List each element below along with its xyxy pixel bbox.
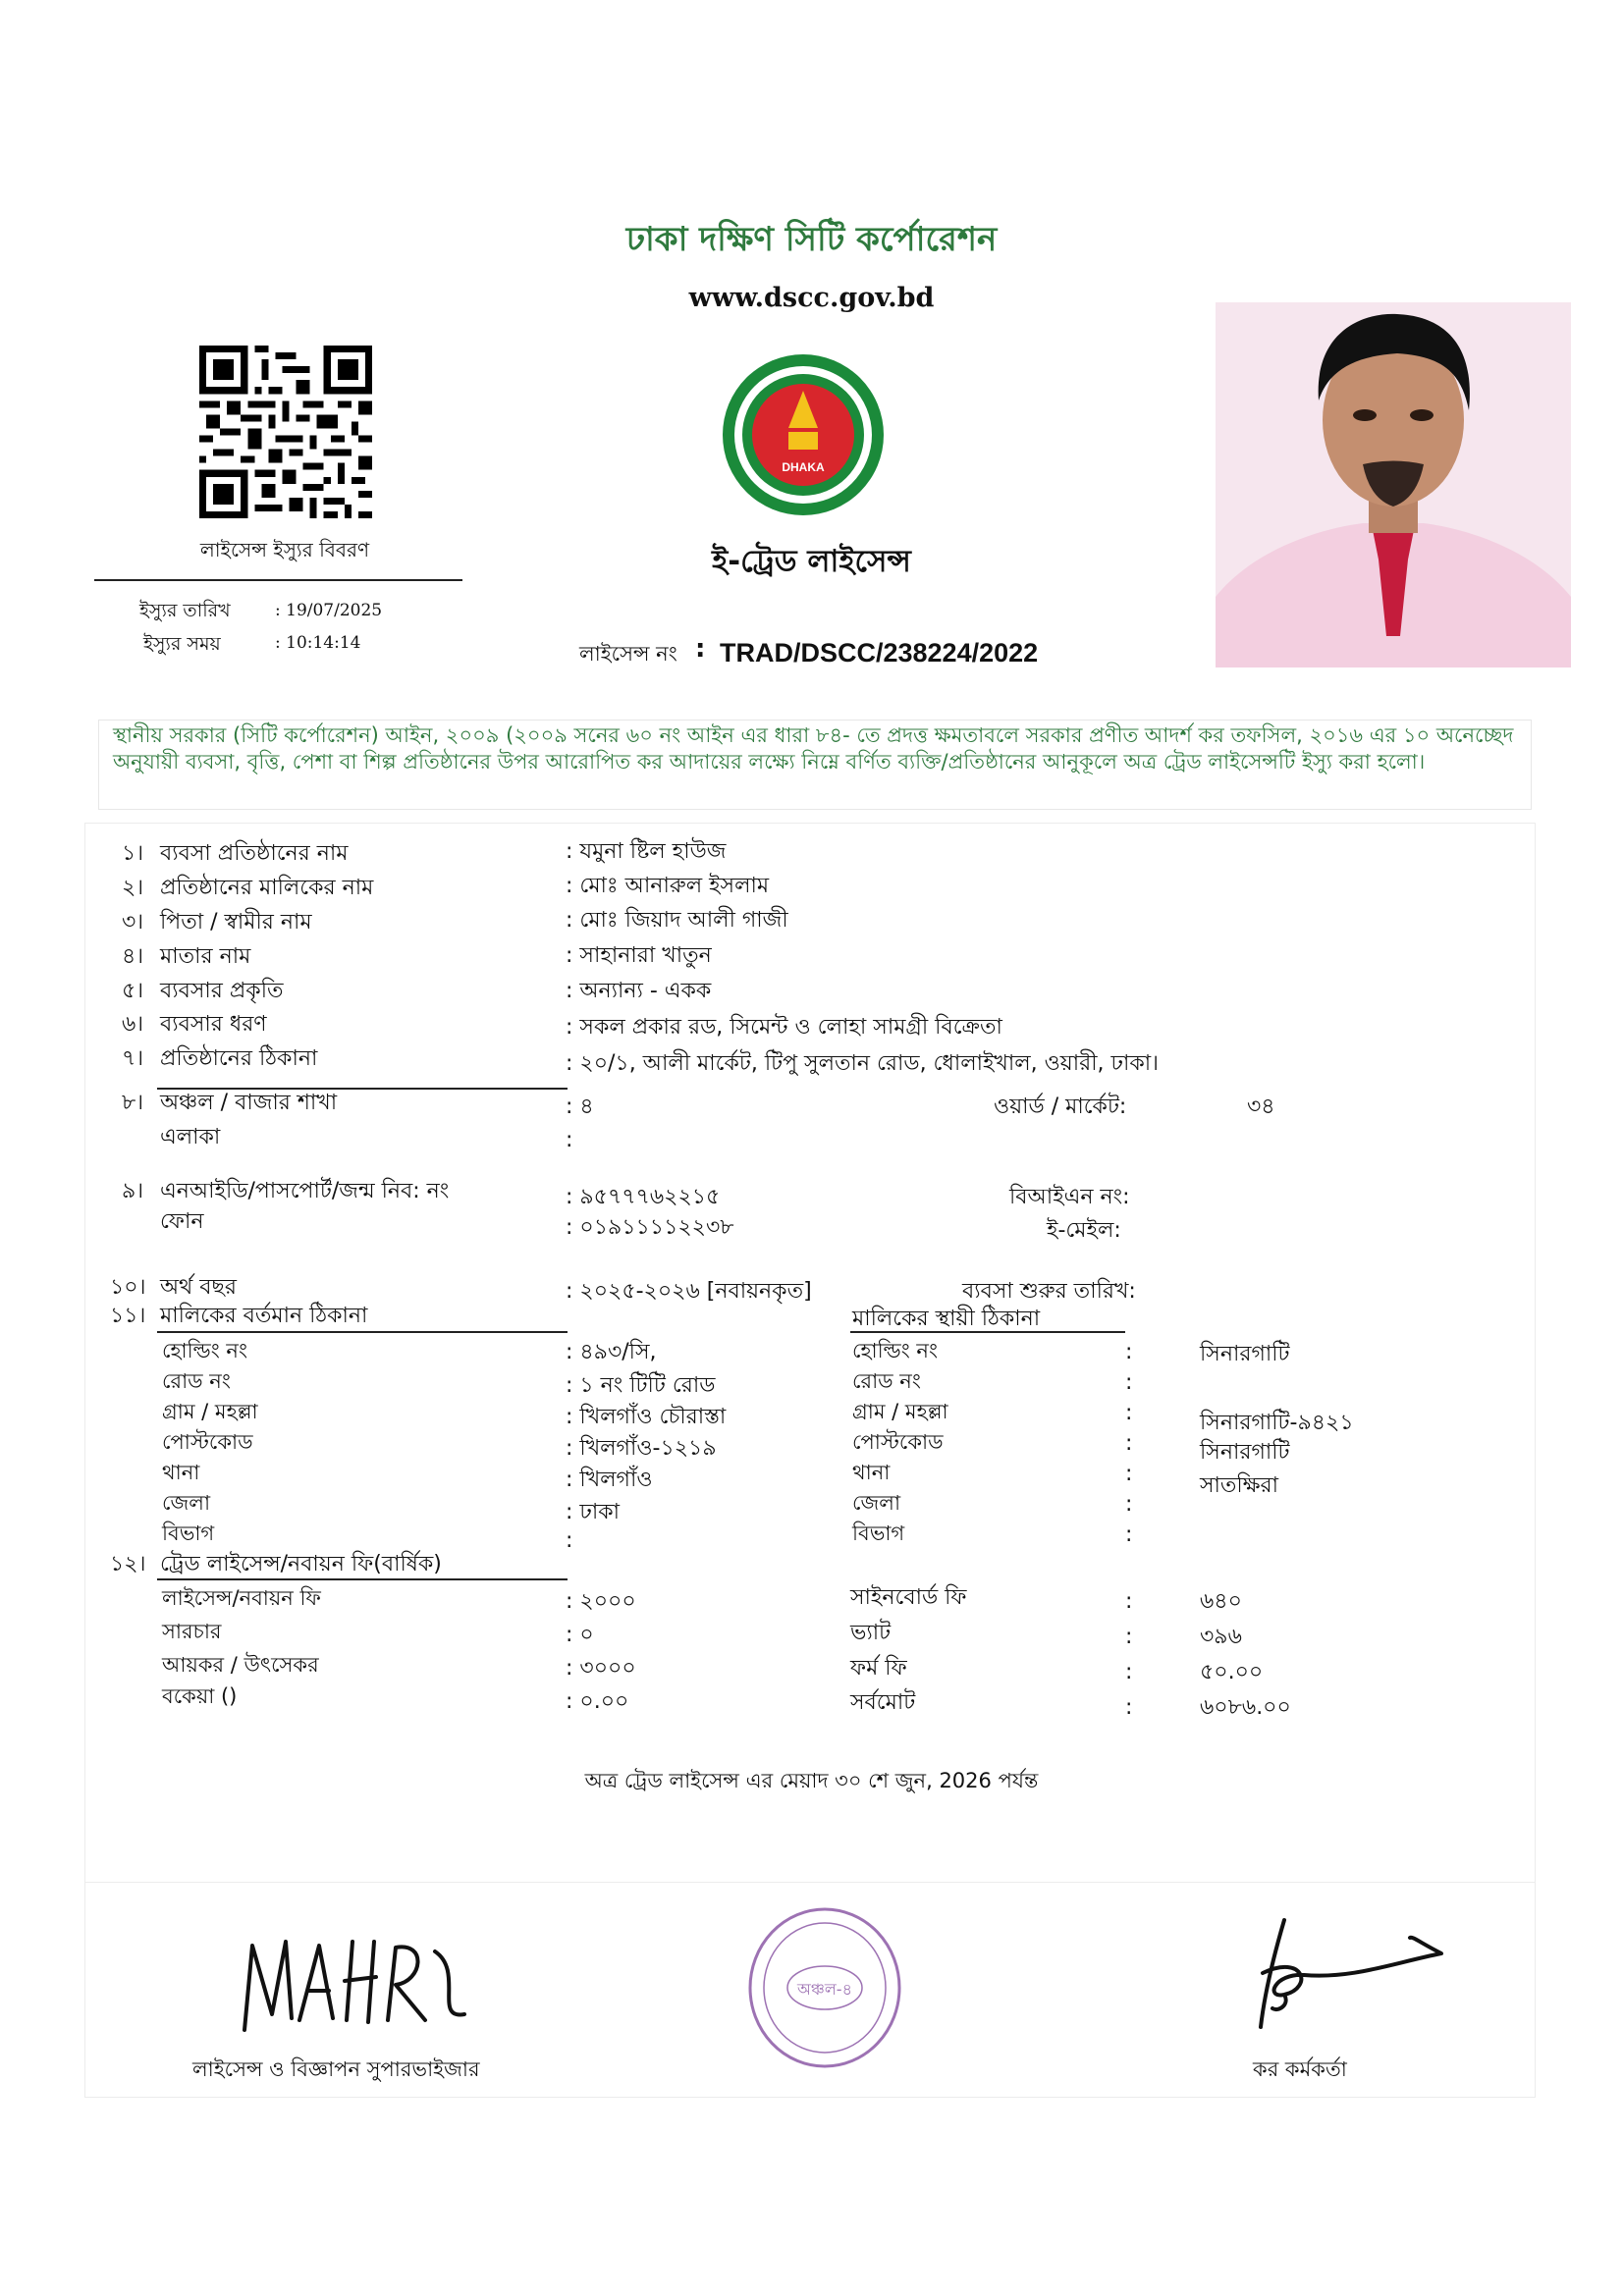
tax-officer-title: কর কর্মকর্তা	[1253, 2057, 1347, 2081]
field-label: ব্যবসার প্রকৃতি	[160, 979, 284, 1003]
fee-value: : ০.০০	[566, 1689, 629, 1714]
supervisor-signature	[231, 1912, 466, 2040]
business-type-value: : সকল প্রকার রড, সিমেন্ট ও লোহা সামগ্রী বিক্রেতা	[566, 1015, 1002, 1040]
address-label: পোস্টকোড	[852, 1430, 944, 1454]
business-start-label: ব্যবসা শুরুর তারিখ:	[962, 1279, 1136, 1304]
website-url: www.dscc.gov.bd	[688, 283, 935, 313]
fee-label: সারচার	[162, 1620, 222, 1643]
address-colon: :	[1125, 1462, 1133, 1486]
address-label: জেলা	[852, 1491, 901, 1515]
issue-date-value: : 19/07/2025	[275, 601, 383, 620]
address-value: সাতক্ষিরা	[1200, 1473, 1279, 1498]
fee-value: ৬৪০	[1200, 1589, 1242, 1614]
address-label: জেলা	[162, 1491, 211, 1515]
business-name-value: : যমুনা ষ্টিল হাউজ	[566, 839, 727, 864]
field-number: ১০।	[110, 1275, 146, 1300]
divider	[850, 1331, 1125, 1333]
field-label: পিতা / স্বামীর নাম	[160, 910, 312, 934]
legal-preamble: স্থানীয় সরকার (সিটি কর্পোরেশন) আইন, ২০০৯ (২০০৯ সনের ৬০ নং আইন এর ধারা ৮৪- তে প্রদত্ত ক্ষমতাবলে সরকার প্রণীত আদর্শ কর তফসিল, ২০১৬ এর ১০ অনেচ্ছেদ অনুযায়ী ব্যবসা, বৃত্তি, পেশা বা শিল্প প্রতিষ্ঠানের উপর আরোপিত কর আদায়ের লক্ষ্যে নিম্নে বর্ণিত ব্যক্তি/প্রতিষ্ঠানের আনুকূলে অত্র ট্রেড লাইসেন্সটি ইস্যু করা হলো।	[98, 720, 1532, 810]
field-label: ব্যবসার ধরণ	[160, 1012, 267, 1037]
dscc-emblem-logo	[720, 351, 887, 518]
address-value: : খিলগাঁও-১২১৯	[566, 1436, 717, 1461]
nid-value: : ৯৫৭৭৭৬২২১৫	[566, 1185, 721, 1209]
mother-name-value: : সাহানারা খাতুন	[566, 943, 712, 968]
address-value: : ঢাকা	[566, 1500, 621, 1524]
validity-statement: অত্র ট্রেড লাইসেন্স এর মেয়াদ ৩০ শে জুন, 2026 পর্যন্ত	[584, 1769, 1039, 1792]
bin-label: বিআইএন নং:	[1009, 1185, 1130, 1209]
address-label: হোল্ডিং নং	[162, 1339, 247, 1362]
fee-value: : ২০০০	[566, 1589, 636, 1614]
document-title: ই-ট্রেড লাইসেন্স	[712, 544, 911, 579]
address-label: বিভাগ	[162, 1522, 215, 1545]
address-value: সিনারগাটি	[1200, 1440, 1290, 1465]
field-number: ৭।	[122, 1046, 144, 1071]
total-fee-value: ৬০৮৬.০০	[1200, 1695, 1291, 1720]
fee-colon: :	[1125, 1589, 1133, 1614]
fiscal-year-label: অর্থ বছর	[160, 1275, 237, 1300]
field-label: প্রতিষ্ঠানের মালিকের নাম	[160, 876, 374, 900]
seal-text: অঞ্চল-৪	[797, 1980, 852, 1999]
issue-details-title: লাইসেন্স ইস্যুর বিবরণ	[199, 538, 370, 561]
address-colon: :	[1125, 1370, 1133, 1395]
address-colon: :	[1125, 1340, 1133, 1364]
divider	[157, 1578, 568, 1580]
permanent-address-title: মালিকের স্থায়ী ঠিকানা	[852, 1307, 1041, 1331]
fees-title: ট্রেড লাইসেন্স/নবায়ন ফি(বার্ষিক)	[160, 1552, 442, 1576]
tax-officer-signature	[1245, 1914, 1451, 2032]
fee-label: লাইসেন্স/নবায়ন ফি	[162, 1586, 321, 1610]
field-number: ১২।	[110, 1552, 146, 1576]
supervisor-signature-text: MAHBUZ	[231, 1912, 236, 1913]
nid-label: এনআইডি/পাসপোর্ট/জন্ম নিব: নং	[160, 1179, 450, 1203]
phone-value: : ০১৯১১১১২২৩৮	[566, 1215, 734, 1240]
address-label: গ্রাম / মহল্লা	[852, 1400, 948, 1423]
fee-label: সর্বমোট	[850, 1690, 916, 1715]
fee-colon: :	[1125, 1625, 1133, 1649]
divider	[157, 1331, 568, 1333]
zone-label: অঞ্চল / বাজার শাখা	[160, 1091, 338, 1115]
area-value: :	[566, 1128, 573, 1152]
field-number: ৯।	[122, 1179, 144, 1203]
address-label: রোড নং	[852, 1369, 921, 1393]
ward-value: ৩৪	[1247, 1095, 1275, 1119]
zone-value: : ৪	[566, 1095, 594, 1119]
field-label: মাতার নাম	[160, 944, 251, 969]
address-label: থানা	[162, 1461, 200, 1484]
email-label: ই-মেইল:	[1047, 1218, 1121, 1243]
owner-name-value: : মোঃ আনারুল ইসলাম	[566, 874, 770, 898]
fee-value: : ০	[566, 1623, 594, 1647]
fee-label: ফর্ম ফি	[850, 1656, 907, 1681]
fee-label: বকেয়া ()	[162, 1684, 238, 1708]
address-value: :	[566, 1528, 573, 1553]
office-seal	[746, 1904, 903, 2071]
emblem-text: DHAKA	[782, 460, 825, 474]
fiscal-year-value: : ২০২৫-২০২৬ [নবায়নকৃত]	[566, 1279, 812, 1304]
field-number: ২।	[122, 876, 144, 900]
qr-code	[199, 346, 372, 518]
supervisor-title: লাইসেন্স ও বিজ্ঞাপন সুপারভাইজার	[192, 2057, 480, 2081]
address-label: থানা	[852, 1461, 891, 1484]
license-number-label: লাইসেন্স নং	[579, 642, 677, 666]
field-number: ১১।	[110, 1304, 146, 1328]
fee-label: সাইনবোর্ড ফি	[850, 1585, 967, 1610]
father-name-value: : মোঃ জিয়াদ আলী গাজী	[566, 908, 788, 933]
address-colon: :	[1125, 1431, 1133, 1456]
fee-label: আয়কর / উৎসেকর	[162, 1653, 319, 1677]
field-label: প্রতিষ্ঠানের ঠিকানা	[160, 1046, 318, 1071]
field-number: ৩।	[122, 910, 144, 934]
owner-photo	[1216, 302, 1571, 667]
issue-date-label: ইস্যুর তারিখ	[139, 600, 231, 621]
issue-time-label: ইস্যুর সময়	[143, 633, 221, 655]
address-label: পোস্টকোড	[162, 1430, 253, 1454]
address-value: : ৪৯৩/সি,	[566, 1340, 657, 1364]
license-number-colon: :	[695, 634, 706, 664]
area-label: এলাকা	[160, 1125, 221, 1149]
address-label: হোল্ডিং নং	[852, 1339, 938, 1362]
fee-value: ৫০.০০	[1200, 1660, 1264, 1684]
fee-colon: :	[1125, 1660, 1133, 1684]
address-value: সিনারগাটি-৯৪২১	[1200, 1411, 1354, 1435]
field-number: ৬।	[122, 1012, 144, 1037]
fee-value: : ৩০০০	[566, 1656, 636, 1681]
address-value: সিনারগাটি	[1200, 1342, 1290, 1366]
business-nature-value: : অন্যান্য - একক	[566, 979, 712, 1003]
ward-label: ওয়ার্ড / মার্কেট:	[994, 1095, 1127, 1119]
address-label: রোড নং	[162, 1369, 231, 1393]
address-label: বিভাগ	[852, 1522, 905, 1545]
address-value: : খিলগাঁও চৌরাস্তা	[566, 1405, 727, 1429]
issue-time-value: : 10:14:14	[275, 633, 361, 653]
fee-value: ৩৯৬	[1200, 1625, 1242, 1649]
field-number: ৮।	[122, 1091, 144, 1115]
field-number: ৪।	[122, 944, 144, 969]
phone-label: ফোন	[160, 1209, 204, 1234]
address-label: গ্রাম / মহল্লা	[162, 1400, 258, 1423]
business-address-value: : ২০/১, আলী মার্কেট, টিপু সুলতান রোড, ধোলাইখাল, ওয়ারী, ঢাকা।	[566, 1051, 1159, 1076]
present-address-title: মালিকের বর্তমান ঠিকানা	[160, 1304, 368, 1328]
address-colon: :	[1125, 1401, 1133, 1425]
address-colon: :	[1125, 1492, 1133, 1517]
address-value: : খিলগাঁও	[566, 1468, 653, 1492]
field-number: ৫।	[122, 979, 144, 1003]
license-number: TRAD/DSCC/238224/2022	[720, 638, 1039, 667]
fee-colon: :	[1125, 1695, 1133, 1720]
org-name: ঢাকা দক্ষিণ সিটি কর্পোরেশন	[625, 220, 998, 259]
field-number: ১।	[122, 841, 144, 866]
license-details-panel	[84, 823, 1536, 1883]
address-value: : ১ নং টিটি রোড	[566, 1373, 716, 1398]
fee-label: ভ্যাট	[850, 1621, 892, 1645]
field-label: ব্যবসা প্রতিষ্ঠানের নাম	[160, 841, 349, 866]
address-colon: :	[1125, 1522, 1133, 1547]
